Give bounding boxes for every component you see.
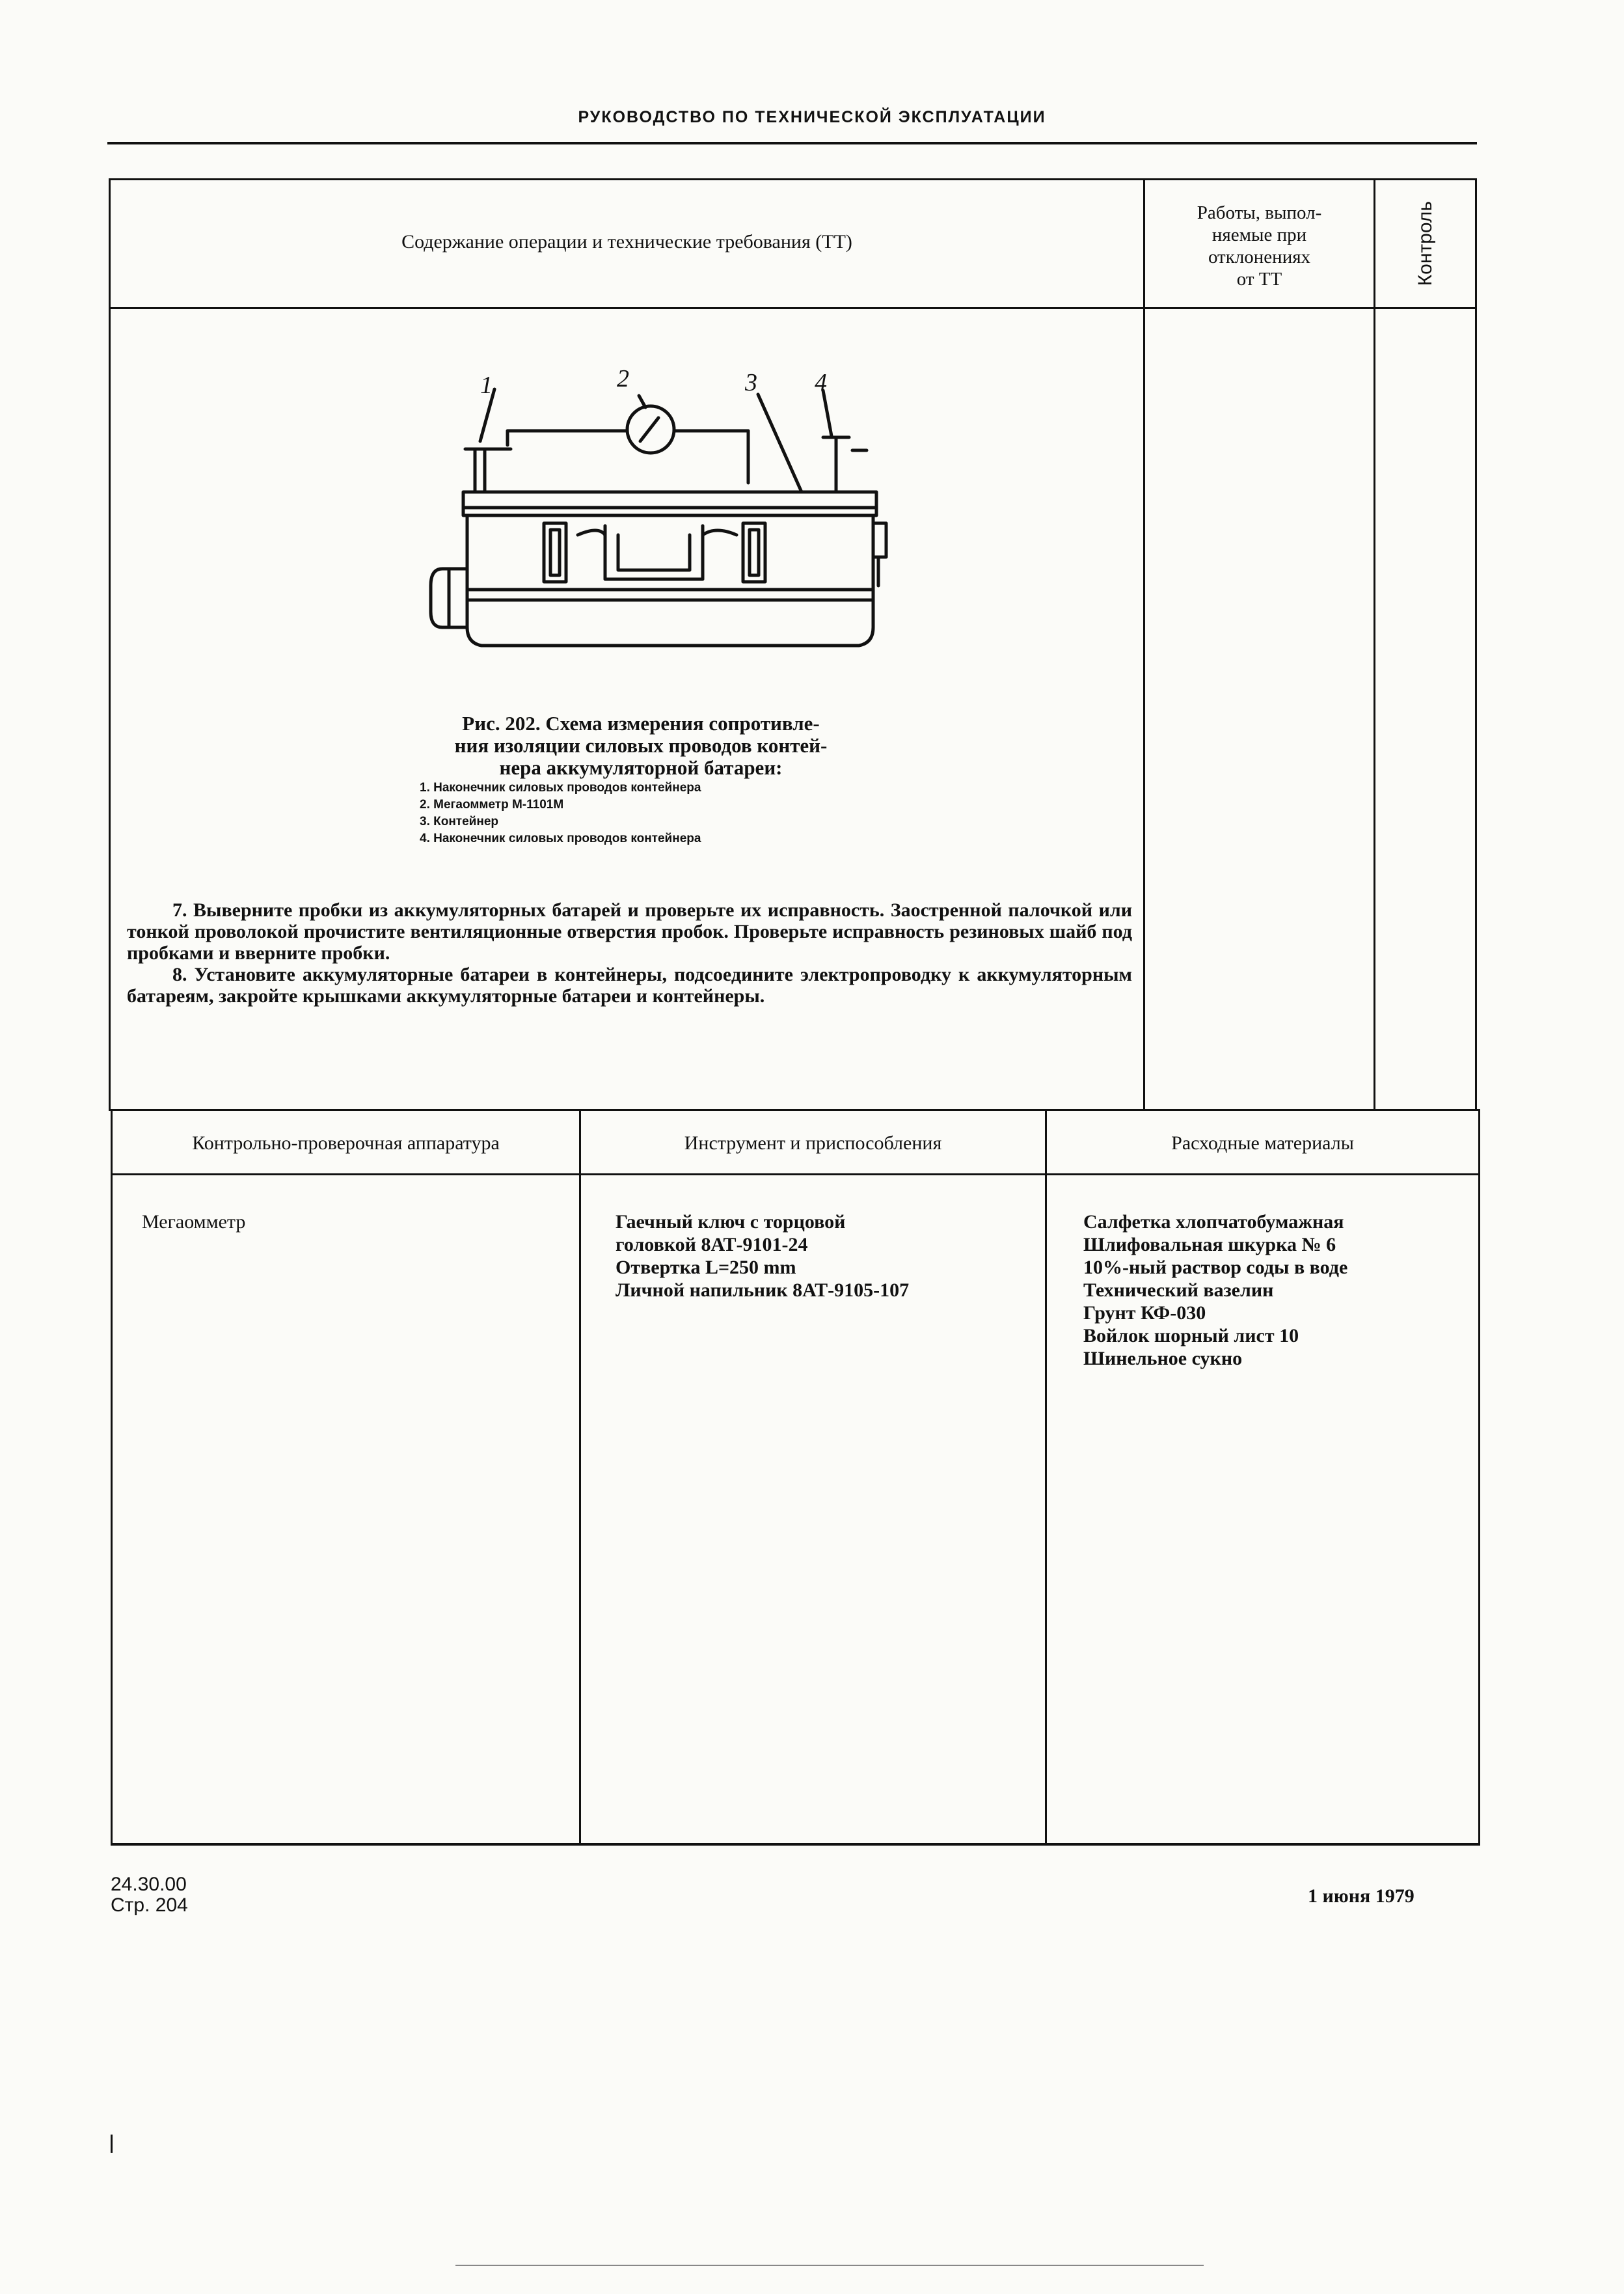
equipment-border-left — [111, 1109, 113, 1844]
callout-label-2: 2 — [617, 365, 629, 392]
equipment-table-bottom — [111, 1843, 1480, 1846]
table-divider-deviations — [1143, 178, 1145, 1111]
material-item: Технический вазелин — [1083, 1279, 1274, 1301]
material-item: Шинельное сукно — [1083, 1348, 1243, 1369]
table-header-separator — [109, 307, 1477, 309]
material-item: Салфетка хлопчатобумажная — [1083, 1211, 1344, 1233]
battery-clamp — [743, 523, 765, 582]
figure-caption — [416, 713, 865, 779]
scan-line — [455, 2265, 1204, 2266]
revision-date: 1 июня 1979 — [1308, 1885, 1414, 1907]
caption-line: Рис. 202. Схема измерения сопротивле- — [462, 712, 820, 735]
container-bracket — [873, 523, 886, 586]
equipment-header-separator — [111, 1173, 1480, 1175]
table-border-top — [109, 178, 1477, 180]
step-8: 8. Установите аккумуляторные батареи в контейнеры, подсоедините электропроводку к аккумуляторным батареям, закройте крышками аккумуляторные батареи и контейнеры. — [127, 964, 1132, 1007]
legend-item: 4. Наконечник силовых проводов контейнера — [420, 832, 701, 845]
equipment-header-apparatus: Контрольно-проверочная аппаратура — [192, 1132, 500, 1154]
document-header: РУКОВОДСТВО ПО ТЕХНИЧЕСКОЙ ЭКСПЛУАТАЦИИ — [578, 108, 1046, 126]
column-header-control: Контроль — [1414, 201, 1436, 286]
apparatus-item: Мегаомметр — [142, 1211, 246, 1233]
figure-legend — [420, 780, 875, 847]
leader-line-4 — [823, 390, 832, 436]
material-item: 10%-ный раствор соды в воде — [1083, 1257, 1348, 1278]
legend-item: 3. Контейнер — [420, 815, 499, 828]
terminal-left — [465, 449, 511, 492]
battery-clamp — [550, 530, 560, 575]
tool-item: Гаечный ключ с торцовой — [616, 1211, 846, 1233]
column-header-deviations — [1145, 202, 1374, 290]
tools-list — [616, 1210, 909, 1302]
document-code: 24.30.00 — [111, 1874, 187, 1895]
equipment-divider-1 — [579, 1109, 581, 1844]
leader-line-3 — [758, 394, 802, 492]
megohmmeter-lead-right — [674, 431, 748, 483]
equipment-header-materials: Расходные материалы — [1171, 1132, 1354, 1154]
callout-label-1: 1 — [480, 372, 493, 399]
header-rule — [107, 142, 1477, 144]
legend-item: 2. Мегаомметр М-1101М — [420, 798, 564, 812]
apparatus-list — [142, 1210, 245, 1233]
page-number: Стр. 204 — [111, 1894, 188, 1916]
equipment-header-tools: Инструмент и приспособления — [684, 1132, 942, 1154]
caption-line: ния изоляции силовых проводов контей- — [454, 734, 828, 757]
container-lid — [463, 492, 876, 508]
equipment-table-top — [109, 1109, 1480, 1111]
step-7: 7. Выверните пробки из аккумуляторных батарей и проверьте их исправность. Заостренной палочкой или тонкой проволокой прочистите вентиляционные отверстия пробок. Проверьте исправность резиновых шайб под пробками и вверните пробки. — [127, 899, 1132, 964]
terminal-right — [823, 437, 867, 492]
material-item: Войлок шорный лист 10 — [1083, 1325, 1299, 1346]
table-divider-control — [1374, 178, 1375, 1111]
caption-line: нера аккумуляторной батареи: — [499, 756, 783, 779]
table-border-left — [109, 178, 111, 1111]
scan-mark — [111, 2135, 113, 2153]
material-item: Шлифовальная шкурка № 6 — [1083, 1234, 1336, 1255]
megohmmeter-lead-left — [508, 431, 627, 445]
deviations-line: от ТТ — [1236, 269, 1282, 290]
megohmmeter-needle — [640, 418, 658, 441]
tool-item: головкой 8АТ-9101-24 — [616, 1234, 808, 1255]
callout-label-3: 3 — [745, 369, 757, 396]
callout-label-4: 4 — [815, 369, 827, 396]
tool-item: Личной напильник 8АТ-9105-107 — [616, 1279, 910, 1301]
deviations-line: няемые при — [1211, 225, 1307, 245]
table-border-right — [1475, 178, 1477, 1111]
column-header-content: Содержание операции и технические требования (ТТ) — [401, 231, 852, 253]
legend-item: 1. Наконечник силовых проводов контейнера — [420, 781, 701, 795]
equipment-divider-2 — [1045, 1109, 1047, 1844]
battery-container-diagram — [403, 364, 898, 670]
deviations-line: отклонениях — [1208, 247, 1311, 267]
materials-list — [1083, 1210, 1347, 1370]
container-handle — [605, 526, 703, 579]
battery-clamp — [750, 530, 759, 575]
step-list — [127, 899, 1132, 1007]
material-item: Грунт КФ-030 — [1083, 1302, 1206, 1324]
leader-line-2 — [639, 396, 645, 407]
equipment-border-right — [1478, 1109, 1480, 1844]
battery-clamp — [544, 523, 566, 582]
container-handle — [578, 530, 737, 535]
tool-item: Отвертка L=250 mm — [616, 1257, 796, 1278]
deviations-line: Работы, выпол- — [1197, 202, 1322, 223]
